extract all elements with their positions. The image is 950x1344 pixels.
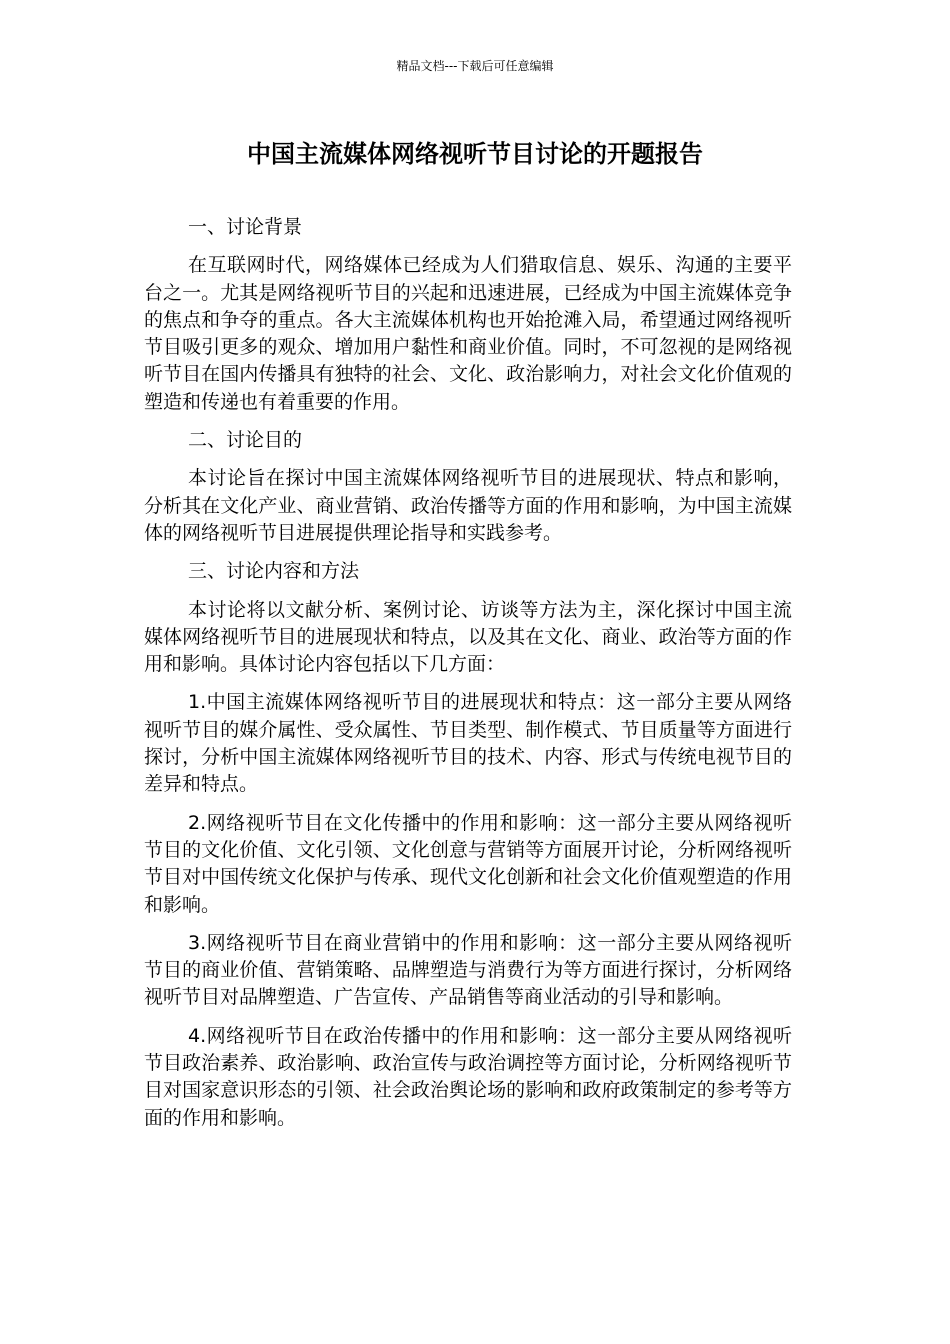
header-note: 精品文档---下载后可任意编辑 xyxy=(396,59,554,73)
section-heading-background: 一、讨论背景 xyxy=(188,216,303,238)
paragraph: 在互联网时代，网络媒体已经成为人们猎取信息、娱乐、沟通的主要平台之一。尤其是网络视听节目的兴起和迅速进展，已经成为中国主流媒体竞争的焦点和争夺的重点。各大主流媒体机构也开始抢滩入局，希望通过网络视听节目吸引更多的观众、增加用户黏性和商业价值。同时，不可忽视的是网络视听节目在国内传播具有独特的社会、文化、政治影响力，对社会文化价值观的塑造和传递也有着重要的作用。 xyxy=(144,254,792,413)
paragraph: 本讨论旨在探讨中国主流媒体网络视听节目的进展现状、特点和影响，分析其在文化产业、商业营销、政治传播等方面的作用和影响，为中国主流媒体的网络视听节目进展提供理论指导和实践参考。 xyxy=(144,467,792,544)
list-item-paragraph: 3.网络视听节目在商业营销中的作用和影响：这一部分主要从网络视听节目的商业价值、营销策略、品牌塑造与消费行为等方面进行探讨，分析网络视听节目对品牌塑造、广告宣传、产品销售等商业活动的引导和影响。 xyxy=(144,931,792,1009)
list-item-paragraph: 1.中国主流媒体网络视听节目的进展现状和特点：这一部分主要从网络视听节目的媒介属性、受众属性、节目类型、制作模式、节目质量等方面进行探讨，分析中国主流媒体网络视听节目的技术、内容、形式与传统电视节目的差异和特点。 xyxy=(144,691,792,796)
list-item-paragraph: 2.网络视听节目在文化传播中的作用和影响：这一部分主要从网络视听节目的文化价值、文化引领、文化创意与营销等方面展开讨论，分析网络视听节目对中国传统文化保护与传承、现代文化创新和社会文化价值观塑造的作用和影响。 xyxy=(144,811,792,916)
document-body xyxy=(144,214,792,1143)
section-heading-purpose: 二、讨论目的 xyxy=(188,429,303,452)
paragraph: 本讨论将以文献分析、案例讨论、访谈等方法为主，深化探讨中国主流媒体网络视听节目的进展现状和特点，以及其在文化、商业、政治等方面的作用和影响。具体讨论内容包括以下几方面： xyxy=(144,598,792,676)
document-title: 中国主流媒体网络视听节目讨论的开题报告 xyxy=(247,140,703,168)
list-item-paragraph: 4.网络视听节目在政治传播中的作用和影响：这一部分主要从网络视听节目政治素养、政治影响、政治宣传与政治调控等方面讨论，分析网络视听节目对国家意识形态的引领、社会政治舆论场的影响和政府政策制定的参考等方面的作用和影响。 xyxy=(144,1024,792,1129)
section-heading-content-methods: 三、讨论内容和方法 xyxy=(188,560,360,583)
